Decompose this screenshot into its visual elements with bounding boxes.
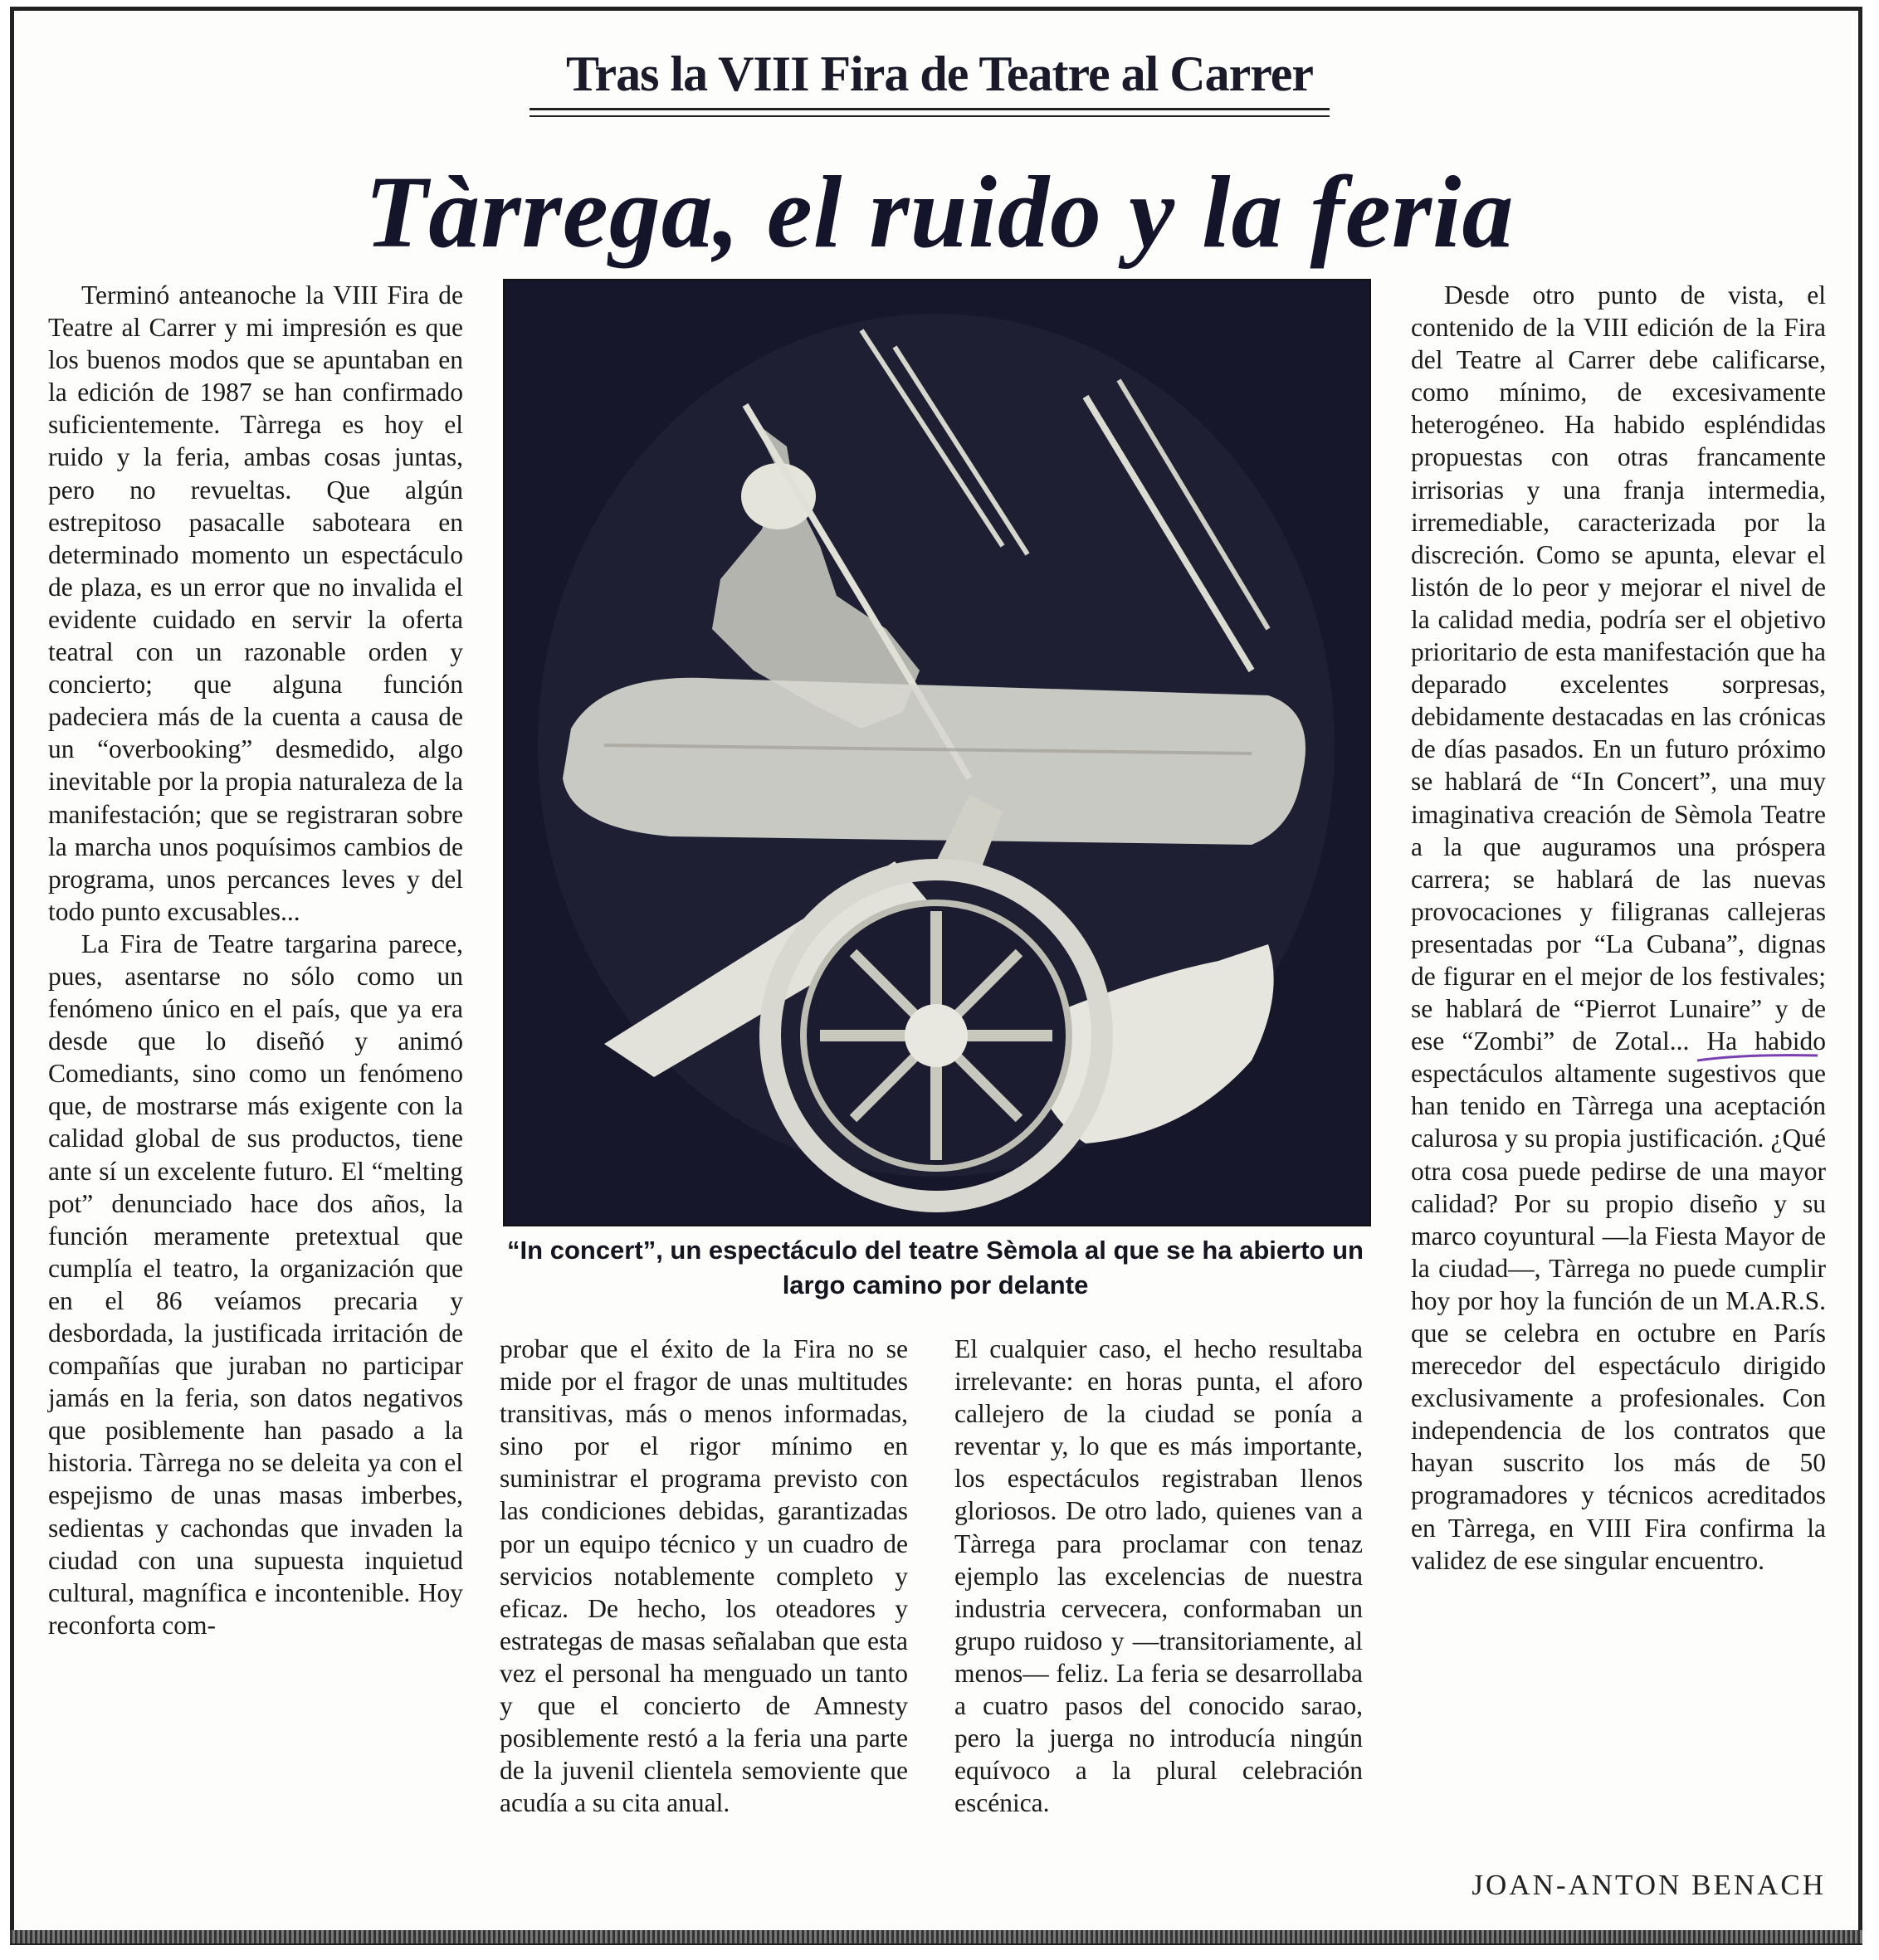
column-1: [48, 279, 463, 1641]
column-4-paragraph: Desde otro punto de vista, el contenido de la VIII edición de la Fira del Teatre al Carrer debe calificarse, como mínimo, de excesivamente heterogéneo. Ha habido espléndidas propuestas con otras francamente irrisorias y una franja intermedia, irremediable, caracterizada por la discreción. Como se apunta, elevar el listón de lo peor y mejorar el nivel de la calidad media, podría ser el objetivo prioritario de esta manifestación que ha deparado excelentes sorpresas, debidamente destacadas en las crónicas de días pasados. En un futuro próximo se hablará de “In Concert”, una muy imaginativa creación de Sèmola Teatre a la que auguramos una próspera carrera; se hablará de las nuevas provocaciones y filigranas callejeras presentadas por “La Cubana”, dignas de figurar en el mejor de los festivales; se hablará de “Pierrot Lunaire” y de ese “Zombi” de Zotal... Ha habido espectáculos altamente sugestivos que han tenido en Tàrrega una aceptación calurosa y su propia justificación. ¿Qué otra cosa puede pedirse de una mayor calidad? Por su propio diseño y su marco coyuntural —la Fiesta Mayor de la ciudad—, Tàrrega no puede cumplir hoy por hoy la función de un M.A.R.S. que se celebra en octubre en París merecedor del espectáculo dirigido exclusivamente a profesionales. Con independencia de los contratos que hayan suscrito los más de 50 programadores y técnicos acreditados en Tàrrega, en VIII Fira confirma la validez de ese singular encuentro.: [1411, 280, 1826, 1575]
column-2-paragraph: probar que el éxito de la Fira no se mide por el fragor de unas multitudes transitivas, más o menos informadas, sino por el rigor mínimo en suministrar el programa previsto con las condiciones debidas, garantizadas por un equipo técnico y un cuadro de servicios notablemente completo y eficaz. De hecho, los oteadores y estrategas de masas señalaban que esta vez el personal ha menguado un tanto y que el concierto de Amnesty posiblemente restó a la feria una parte de la juvenil clientela semoviente que acudía a su cita anual.: [500, 1334, 908, 1818]
frame-bottom-edge: [10, 1930, 1862, 1943]
article-photo: [503, 279, 1371, 1226]
column-3-paragraph: El cualquier caso, el hecho resultaba irrelevante: en horas punta, el aforo callejero de la ciudad se ponía a reventar y, lo que es más importante, los espectáculos registraban llenos gloriosos. De otro lado, quienes van a Tàrrega para proclamar con tenaz ejemplo las excelencias de nuestra industria cervecera, conformaban un grupo ruidoso y —transitoriamente, al menos— feliz. La feria se desarrollaba a cuatro pasos del conocido sarao, pero la juerga no introducía ningún equívoco a la plural celebración escénica.: [954, 1334, 1363, 1818]
byline: JOAN-ANTON BENACH: [1471, 1869, 1826, 1901]
performer-head: [741, 463, 816, 529]
photo-illustration: [505, 280, 1369, 1225]
headline: Tàrrega, el ruido y la feria: [364, 155, 1515, 269]
column-3: [954, 1333, 1363, 1819]
column-1-paragraph-2: La Fira de Teatre targarina parece, pues, asentarse no sólo como un fenómeno único en el país, que ya era desde que lo diseñó y animó Comediants, sino como un fenómeno que, de mostrarse más exigente con la calidad global de sus productos, tiene ante sí un excelente futuro. El “melting pot” denunciado hace dos años, la función meramente pretextual que cumplía el teatro, la organización que en el 86 veíamos precaria y desbordada, la justificada irritación de compañías que juraban no participar jamás en la feria, son datos negativos que posiblemente han pasado a la historia. Tàrrega no se deleita ya con el espejismo de unas masas imberbes, sedientas y cachondas que invaden la ciudad con una supuesta inquietud cultural, magnífica e incontenible. Hoy reconforta com-: [48, 929, 463, 1640]
kicker: Tras la VIII Fira de Teatre al Carrer: [565, 46, 1314, 101]
instrument-body: [563, 678, 1306, 845]
kicker-rule: [530, 108, 1330, 117]
photo-caption: “In concert”, un espectáculo del teatre Sèmola al que se ha abierto un largo camino por delante: [507, 1236, 1364, 1299]
column-4: [1411, 279, 1826, 1577]
column-2: [500, 1333, 908, 1819]
wheel-hub: [905, 1004, 968, 1067]
column-1-paragraph-1: Terminó anteanoche la VIII Fira de Teatre al Carrer y mi impresión es que los buenos modos que se apuntaban en la edición de 1987 se han confirmado suficientemente. Tàrrega es hoy el ruido y la feria, ambas cosas juntas, pero no revueltas. Que algún estrepitoso pasacalle saboteara en determinado momento un espectáculo de plaza, es un error que no invalida el evidente cuidado en servir la oferta teatral con un razonable orden y concierto; que alguna función padeciera más de la cuenta a causa de un “overbooking” desmedido, algo inevitable por la propia naturaleza de la manifestación; que se registraran sobre la marcha unos poquísimos cambios de programa, unos percances leves y del todo punto excusables...: [48, 280, 463, 926]
